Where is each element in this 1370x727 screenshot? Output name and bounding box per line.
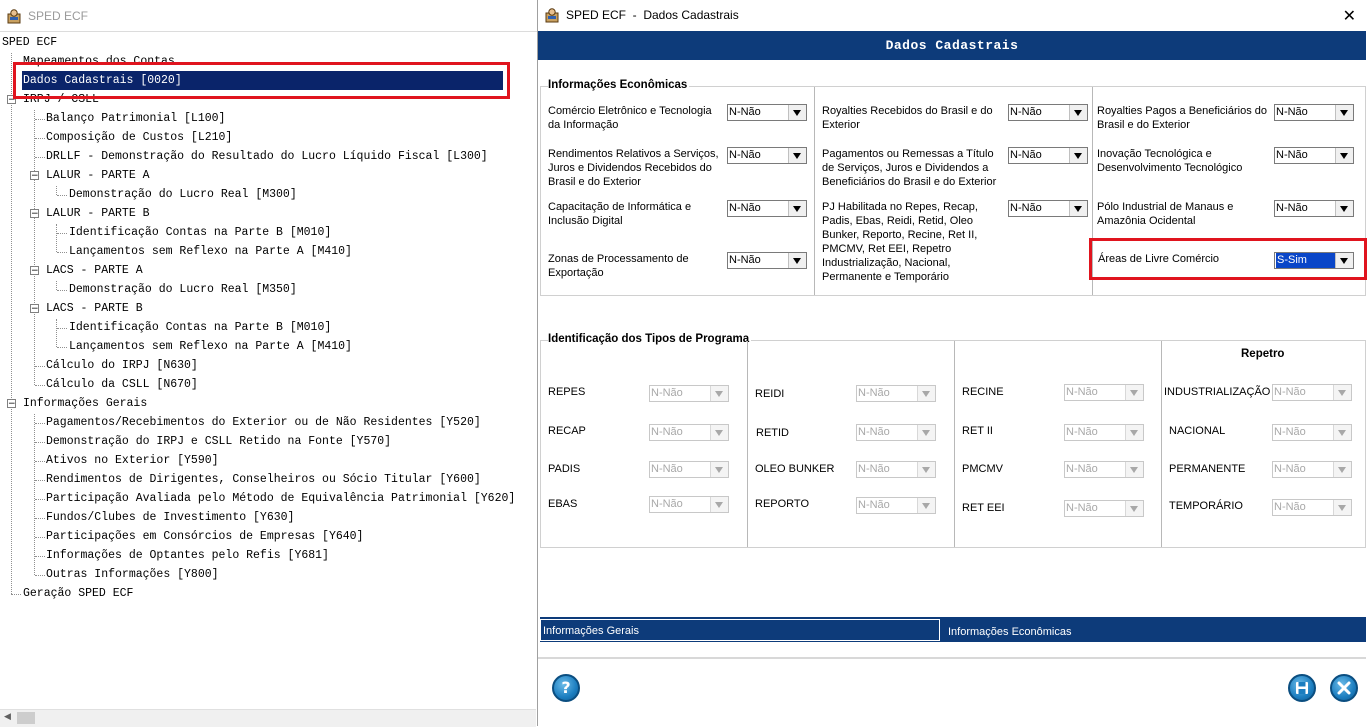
collapse-icon[interactable]: − bbox=[31, 209, 39, 219]
tree-line bbox=[35, 366, 45, 367]
tree-item-n670[interactable]: Cálculo da CSLL [N670] bbox=[46, 378, 198, 391]
tab-informacoes-economicas[interactable]: Informações Econômicas bbox=[948, 626, 1072, 638]
rendimentos-select[interactable]: N-Não bbox=[727, 147, 807, 164]
tree-line bbox=[35, 537, 45, 538]
field-label: PMCMV bbox=[962, 463, 1003, 475]
padis-select: N-Não bbox=[649, 461, 729, 478]
field-label: Comércio Eletrônico e Tecnologia da Informação bbox=[548, 105, 712, 131]
chevron-down-icon[interactable] bbox=[1335, 201, 1353, 216]
chevron-down-icon bbox=[1333, 500, 1351, 515]
field-label: PJ Habilitada no Repes, Recap, Padis, Ebas, Reidi, Retid, Oleo Bunker, Reporto, Recine, Ret II, PMCMV, Ret EEI, Repetro Industrialização, Nacional, Permanente e Temporário bbox=[822, 201, 978, 283]
save-button[interactable] bbox=[1288, 674, 1316, 702]
field-label: NACIONAL bbox=[1169, 425, 1226, 437]
chevron-down-icon bbox=[917, 425, 935, 440]
field-label: Áreas de Livre Comércio bbox=[1098, 253, 1220, 265]
royalties-recebidos-select[interactable]: N-Não bbox=[1008, 104, 1088, 121]
field-label: RECAP bbox=[548, 425, 586, 437]
field-label: TEMPORÁRIO bbox=[1169, 500, 1243, 512]
collapse-icon[interactable]: − bbox=[31, 266, 39, 276]
chevron-down-icon bbox=[1125, 501, 1143, 516]
field-label: Pagamentos ou Remessas a Título de Serviços, Juros e Dividendos a Beneficiários do Brasil e do Exterior bbox=[822, 148, 997, 188]
tree-item-lacs-a[interactable]: LACS - PARTE A bbox=[46, 264, 143, 277]
ret-eei-select: N-Não bbox=[1064, 500, 1144, 517]
pj-habilitada-select[interactable]: N-Não bbox=[1008, 200, 1088, 217]
tree-item-lalur-a[interactable]: LALUR - PARTE A bbox=[46, 169, 150, 182]
divider bbox=[538, 657, 1366, 659]
tree-item-mapeamentos[interactable]: Mapeamentos dos Contas bbox=[23, 55, 175, 68]
tree-line bbox=[57, 195, 67, 196]
tree-item-y800[interactable]: Outras Informações [Y800] bbox=[46, 568, 219, 581]
left-titlebar bbox=[0, 0, 537, 32]
recine-select: N-Não bbox=[1064, 384, 1144, 401]
collapse-icon[interactable]: − bbox=[8, 95, 16, 105]
column-divider bbox=[954, 341, 955, 547]
tree-item-y570[interactable]: Demonstração do IRPJ e CSLL Retido na Fonte [Y570] bbox=[46, 435, 392, 448]
tree-line bbox=[34, 110, 35, 385]
chevron-down-icon bbox=[710, 462, 728, 477]
tree-line bbox=[57, 290, 67, 291]
zonas-select[interactable]: N-Não bbox=[727, 252, 807, 269]
left-window bbox=[0, 0, 538, 726]
tree-line bbox=[35, 423, 45, 424]
economicas-title: Informações Econômicas bbox=[548, 79, 688, 91]
tree-item-y630[interactable]: Fundos/Clubes de Investimento [Y630] bbox=[46, 511, 295, 524]
chevron-down-icon[interactable] bbox=[788, 201, 806, 216]
tree-item-y600[interactable]: Rendimentos de Dirigentes, Conselheiros ou Sócio Titular [Y600] bbox=[46, 473, 481, 486]
capacitacao-select[interactable]: N-Não bbox=[727, 200, 807, 217]
field-label: PADIS bbox=[548, 463, 581, 475]
field-label: PERMANENTE bbox=[1169, 463, 1246, 475]
page-title: Dados Cadastrais bbox=[538, 31, 1366, 60]
app-icon bbox=[544, 7, 560, 23]
floppy-disk-icon bbox=[1295, 681, 1309, 695]
areas-livre-comercio-select[interactable]: S-Sim bbox=[1274, 252, 1354, 269]
tree-line bbox=[57, 233, 67, 234]
chevron-down-icon[interactable] bbox=[788, 253, 806, 268]
tree-line bbox=[35, 119, 45, 120]
tree-line bbox=[11, 53, 12, 594]
chevron-down-icon[interactable] bbox=[1069, 148, 1087, 163]
tab-informacoes-gerais[interactable]: Informações Gerais bbox=[540, 619, 940, 641]
tree-item-dados-cadastrais[interactable]: Dados Cadastrais [0020] bbox=[22, 71, 503, 90]
scroll-left-icon[interactable]: ◀ bbox=[4, 712, 11, 722]
oleo-bunker-select: N-Não bbox=[856, 461, 936, 478]
right-titlebar bbox=[538, 0, 1370, 30]
chevron-down-icon[interactable] bbox=[788, 148, 806, 163]
collapse-icon[interactable]: − bbox=[31, 304, 39, 314]
field-label: REPORTO bbox=[755, 498, 809, 510]
field-label: Capacitação de Informática e Inclusão Digital bbox=[548, 201, 692, 227]
tree-line bbox=[11, 594, 21, 595]
chevron-down-icon bbox=[917, 462, 935, 477]
collapse-icon[interactable]: − bbox=[8, 399, 16, 409]
column-divider bbox=[1161, 341, 1162, 547]
royalties-pagos-select[interactable]: N-Não bbox=[1274, 104, 1354, 121]
tree-item-informacoes-gerais[interactable]: Informações Gerais bbox=[23, 397, 148, 410]
chevron-down-icon bbox=[917, 386, 935, 401]
field-label: OLEO BUNKER bbox=[755, 463, 835, 475]
recap-select: N-Não bbox=[649, 424, 729, 441]
field-label: Zonas de Processamento de Exportação bbox=[548, 253, 689, 279]
chevron-down-icon bbox=[1333, 425, 1351, 440]
tree-item-m010[interactable]: Identificação Contas na Parte B [M010] bbox=[69, 226, 332, 239]
chevron-down-icon[interactable] bbox=[1335, 105, 1353, 120]
tree-item-y640[interactable]: Participações em Consórcios de Empresas [Y640] bbox=[46, 530, 364, 543]
chevron-down-icon[interactable] bbox=[1069, 105, 1087, 120]
chevron-down-icon bbox=[710, 386, 728, 401]
field-label: Pólo Industrial de Manaus e Amazônia Ocidental bbox=[1097, 201, 1234, 227]
left-window-title: SPED ECF bbox=[28, 8, 89, 23]
tree-line bbox=[56, 224, 57, 252]
tree-item-l300[interactable]: DRLLF - Demonstração do Resultado do Lucro Líquido Fiscal [L300] bbox=[46, 150, 488, 163]
chevron-down-icon[interactable] bbox=[788, 105, 806, 120]
navigation-tree[interactable] bbox=[0, 33, 536, 709]
pmcmv-select: N-Não bbox=[1064, 461, 1144, 478]
tree-item-y590[interactable]: Ativos no Exterior [Y590] bbox=[46, 454, 219, 467]
polo-manaus-select[interactable]: N-Não bbox=[1274, 200, 1354, 217]
x-icon bbox=[1337, 681, 1351, 695]
collapse-icon[interactable]: − bbox=[31, 171, 39, 181]
tree-item-y520[interactable]: Pagamentos/Recebimentos do Exterior ou de Não Residentes [Y520] bbox=[46, 416, 481, 429]
tree-item-m410[interactable]: Lançamentos sem Reflexo na Parte A [M410] bbox=[69, 245, 352, 258]
help-button[interactable] bbox=[552, 674, 580, 702]
tree-item-n630[interactable]: Cálculo do IRPJ [N630] bbox=[46, 359, 198, 372]
tree-line bbox=[35, 556, 45, 557]
chevron-down-icon[interactable] bbox=[1069, 201, 1087, 216]
programas-section bbox=[540, 340, 1366, 548]
chevron-down-icon bbox=[917, 498, 935, 513]
pagamentos-remessas-select[interactable]: N-Não bbox=[1008, 147, 1088, 164]
inovacao-select[interactable]: N-Não bbox=[1274, 147, 1354, 164]
tree-item-lalur-b[interactable]: LALUR - PARTE B bbox=[46, 207, 150, 220]
tree-item-y620[interactable]: Participação Avaliada pelo Método de Equivalência Patrimonial [Y620] bbox=[46, 492, 516, 505]
tree-line bbox=[35, 461, 45, 462]
app-icon bbox=[6, 8, 22, 24]
chevron-down-icon bbox=[1333, 385, 1351, 400]
tree-line bbox=[57, 252, 67, 253]
tree-item-m010-lacs[interactable]: Identificação Contas na Parte B [M010] bbox=[69, 321, 332, 334]
tree-item-lacs-b[interactable]: LACS - PARTE B bbox=[46, 302, 143, 315]
field-label: RETID bbox=[756, 427, 789, 439]
repes-select: N-Não bbox=[649, 385, 729, 402]
column-divider bbox=[1092, 87, 1093, 295]
tree-line bbox=[35, 157, 45, 158]
ret-ii-select: N-Não bbox=[1064, 424, 1144, 441]
chevron-down-icon[interactable] bbox=[1335, 148, 1353, 163]
tree-line bbox=[34, 414, 35, 575]
tree-item-m350[interactable]: Demonstração do Lucro Real [M350] bbox=[69, 283, 297, 296]
nacional-select: N-Não bbox=[1272, 424, 1352, 441]
tree-line bbox=[35, 385, 45, 386]
field-label: Rendimentos Relativos a Serviços, Juros e Dividendos Recebidos do Brasil e do Exterior bbox=[548, 148, 719, 188]
tree-line bbox=[56, 186, 57, 195]
field-label: Inovação Tecnológica e Desenvolvimento Tecnológico bbox=[1097, 148, 1243, 174]
repetro-title: Repetro bbox=[1241, 348, 1285, 360]
chevron-down-icon bbox=[1125, 425, 1143, 440]
field-label: REPES bbox=[548, 386, 586, 398]
close-button[interactable] bbox=[1330, 674, 1358, 702]
reporto-select: N-Não bbox=[856, 497, 936, 514]
close-window-icon[interactable]: ✕ bbox=[1342, 6, 1356, 25]
tree-line bbox=[56, 281, 57, 290]
tree-root[interactable]: SPED ECF bbox=[2, 36, 58, 49]
field-label: Royalties Recebidos do Brasil e do Exterior bbox=[822, 105, 993, 131]
comercio-eletronico-select[interactable]: N-Não bbox=[727, 104, 807, 121]
tree-line bbox=[35, 138, 45, 139]
chevron-down-icon bbox=[1125, 462, 1143, 477]
horizontal-scrollbar[interactable] bbox=[0, 709, 536, 727]
tree-item-y681[interactable]: Informações de Optantes pelo Refis [Y681] bbox=[46, 549, 329, 562]
tree-line bbox=[56, 319, 57, 347]
right-window-title: SPED ECF - Dados Cadastrais bbox=[566, 8, 739, 22]
field-label: RET II bbox=[962, 425, 993, 437]
tree-line bbox=[57, 347, 67, 348]
permanente-select: N-Não bbox=[1272, 461, 1352, 478]
industrializacao-select: N-Não bbox=[1272, 384, 1352, 401]
tree-line bbox=[35, 518, 45, 519]
column-divider bbox=[747, 341, 748, 547]
question-icon: ? bbox=[561, 678, 571, 697]
field-label: REIDI bbox=[755, 388, 785, 400]
tree-item-l100[interactable]: Balanço Patrimonial [L100] bbox=[46, 112, 226, 125]
tab-bar bbox=[540, 617, 1366, 642]
tree-line bbox=[35, 499, 45, 500]
column-divider bbox=[814, 87, 815, 295]
tree-item-m410-lacs[interactable]: Lançamentos sem Reflexo na Parte A [M410] bbox=[69, 340, 352, 353]
tree-line bbox=[35, 575, 45, 576]
tree-line bbox=[35, 442, 45, 443]
tree-line bbox=[57, 328, 67, 329]
field-label: INDUSTRIALIZAÇÃO bbox=[1164, 386, 1271, 398]
tree-item-irpj-csll[interactable]: IRPJ / CSLL bbox=[23, 93, 99, 106]
chevron-down-icon bbox=[710, 425, 728, 440]
field-label: Royalties Pagos a Beneficiários do Brasil e do Exterior bbox=[1097, 105, 1267, 131]
right-window bbox=[538, 0, 1370, 726]
chevron-down-icon bbox=[1333, 462, 1351, 477]
tree-item-geracao[interactable]: Geração SPED ECF bbox=[23, 587, 134, 600]
programas-title: Identificação dos Tipos de Programa bbox=[548, 333, 750, 345]
field-label: RECINE bbox=[962, 386, 1004, 398]
chevron-down-icon bbox=[1125, 385, 1143, 400]
chevron-down-icon[interactable] bbox=[1335, 253, 1353, 268]
field-label: RET EEI bbox=[962, 502, 1005, 514]
chevron-down-icon bbox=[710, 497, 728, 512]
temporario-select: N-Não bbox=[1272, 499, 1352, 516]
reidi-select: N-Não bbox=[856, 385, 936, 402]
scrollbar-thumb[interactable] bbox=[17, 712, 35, 724]
tree-item-l210[interactable]: Composição de Custos [L210] bbox=[46, 131, 233, 144]
tree-item-m300[interactable]: Demonstração do Lucro Real [M300] bbox=[69, 188, 297, 201]
retid-select: N-Não bbox=[856, 424, 936, 441]
ebas-select: N-Não bbox=[649, 496, 729, 513]
tree-line bbox=[35, 480, 45, 481]
field-label: EBAS bbox=[548, 498, 578, 510]
